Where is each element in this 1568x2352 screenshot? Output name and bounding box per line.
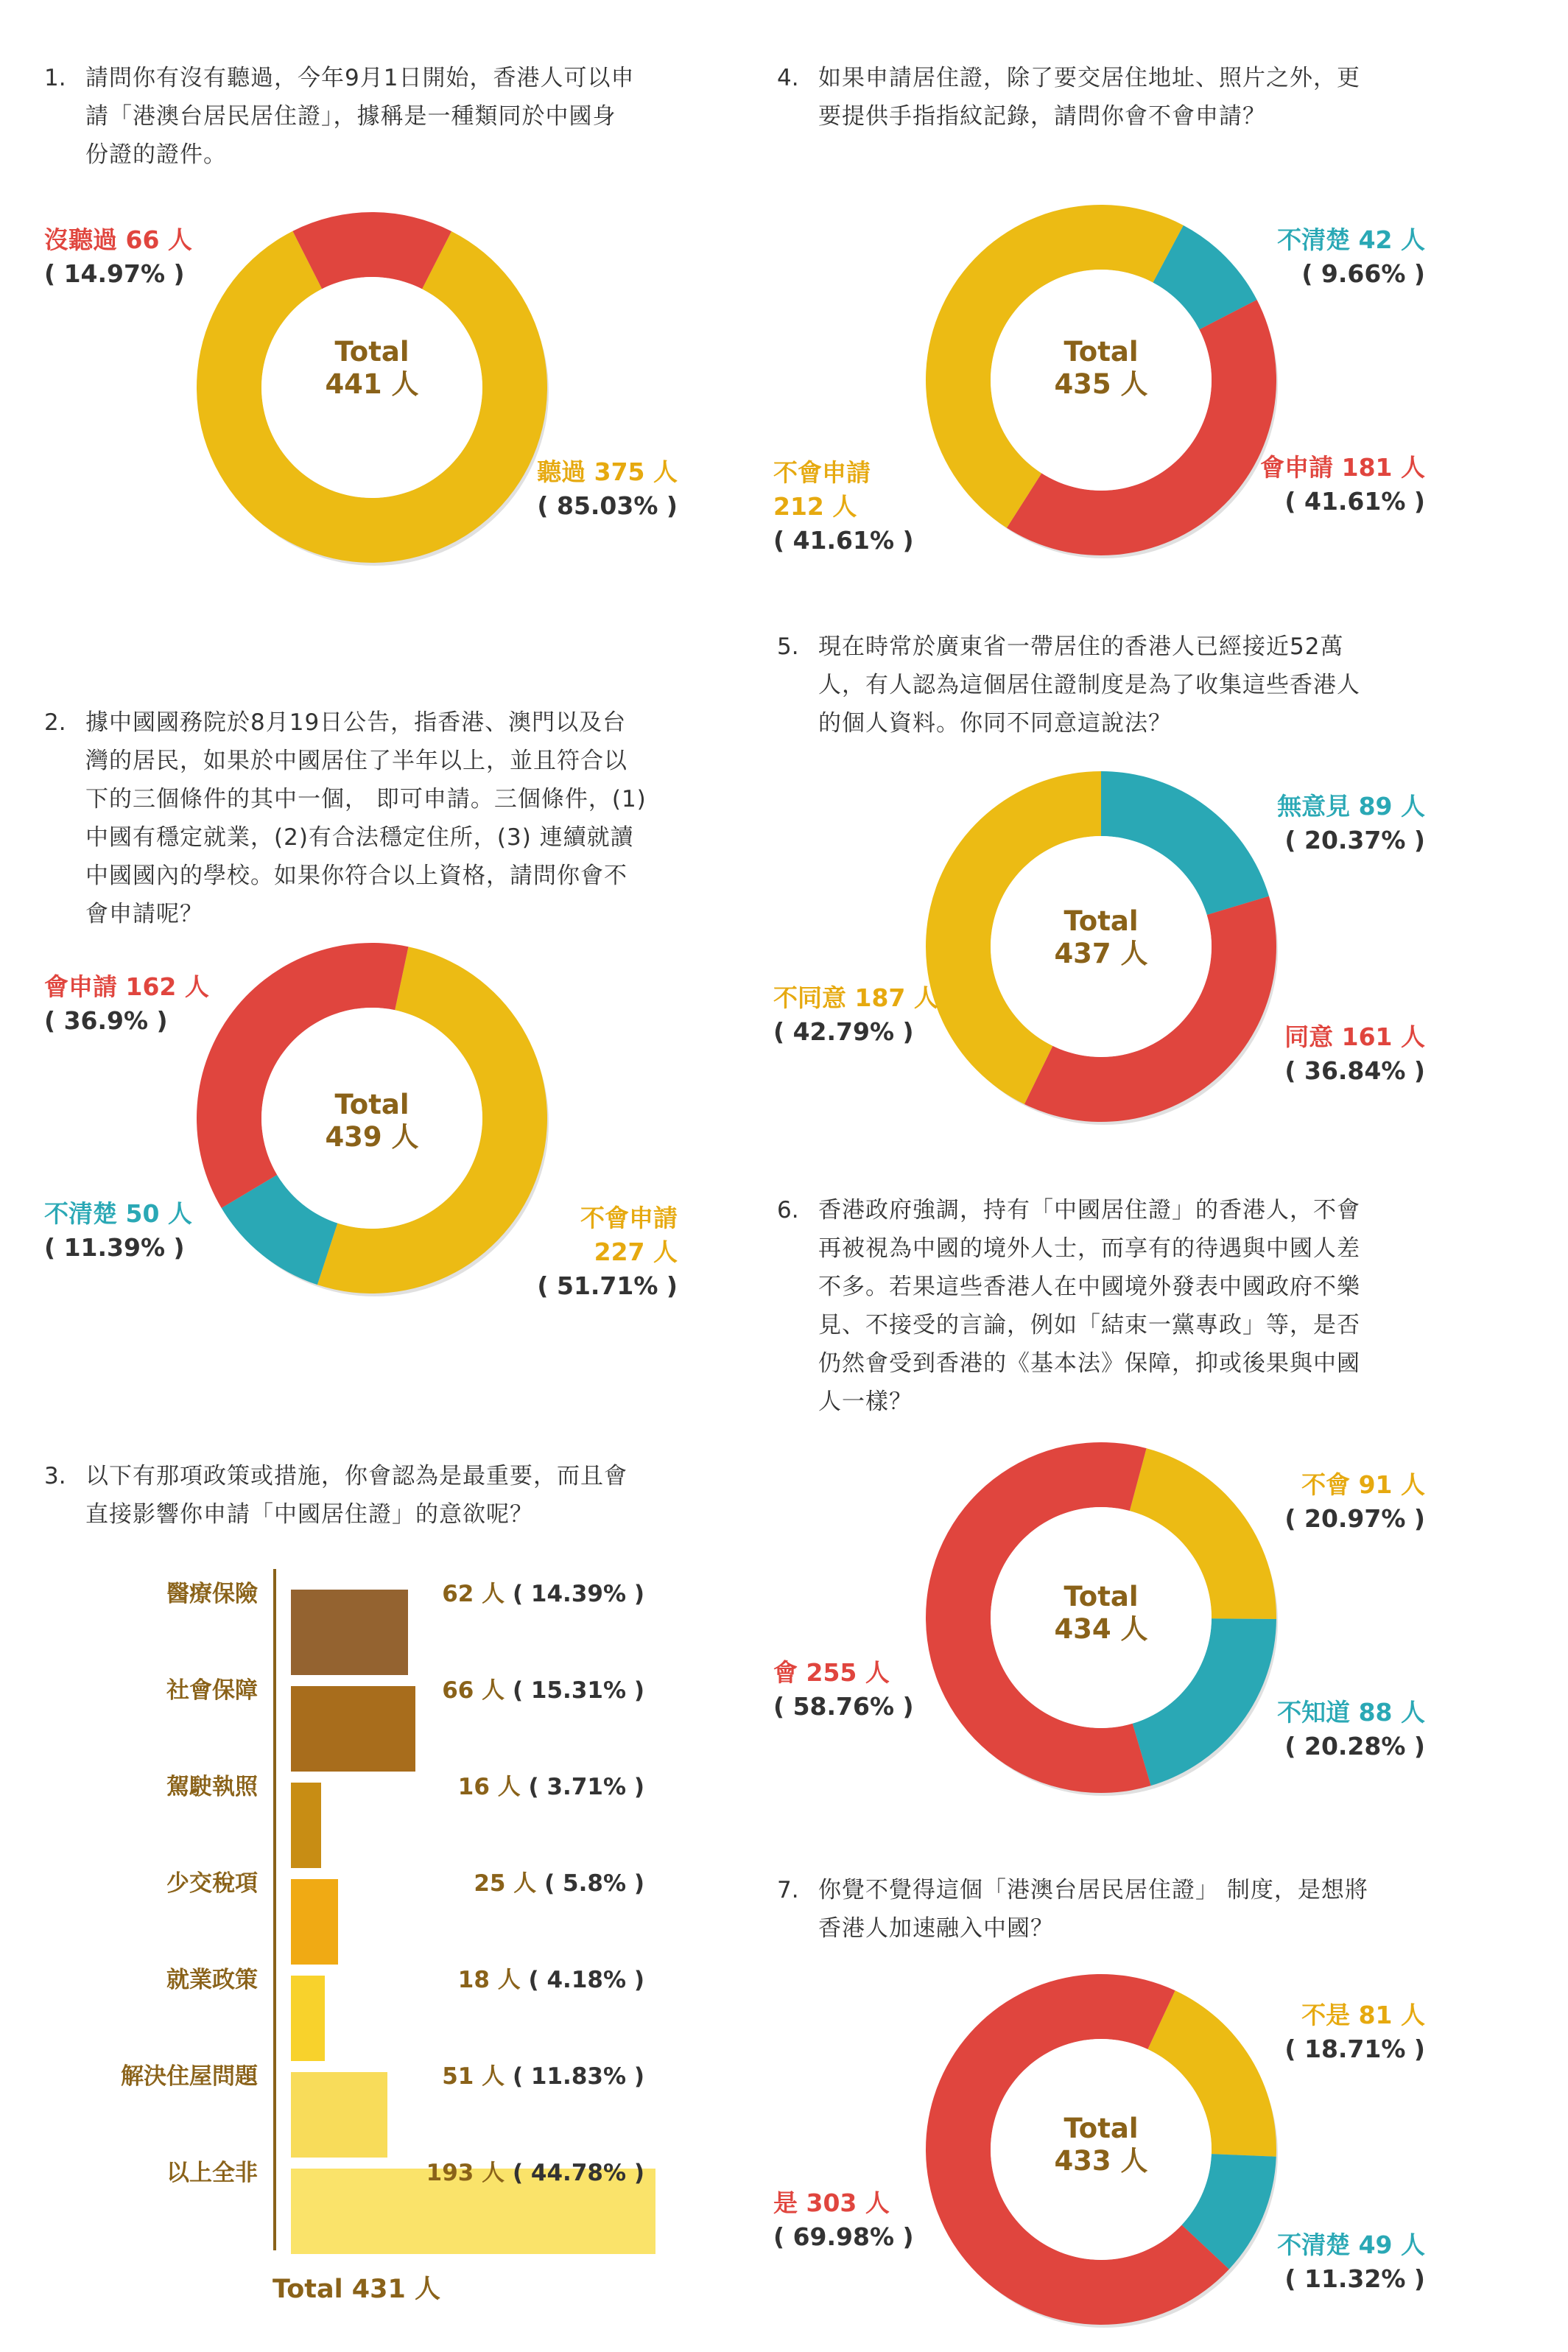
total-label: Total (1064, 336, 1139, 368)
total-value: 435 人 (1054, 368, 1148, 400)
bar-value-label (284, 2154, 644, 2187)
total-label: Total (1064, 905, 1139, 937)
question-text: 現在時常於廣東省一帶居住的香港人已經接近52萬 人，有人認為這個居住證制度是為了收集這些香港人 的個人資料。你同不同意這說法？ (818, 633, 1360, 737)
bar-value-count: 51 人 (442, 2063, 513, 2090)
question-number: 5. (777, 633, 799, 660)
donut-center-label (188, 1089, 556, 1154)
bar-category-label: 社會保障 (166, 1677, 258, 1704)
slice-label-text: 會 255 人 (773, 1658, 890, 1687)
question-number: 2. (44, 709, 66, 736)
total-value: 437 人 (1054, 938, 1148, 969)
slice-percent: ( 11.39% ) (44, 1233, 185, 1262)
bar-value-label (284, 2057, 644, 2091)
bar-value-percent: ( 14.39% ) (512, 1581, 644, 1607)
question-6 (777, 1191, 1440, 1427)
bar-category-label: 醫療保險 (166, 1581, 258, 1607)
question-3 (44, 1457, 707, 1538)
slice-percent: ( 58.76% ) (773, 1692, 914, 1721)
slice-label-text: 不清楚 50 人 (44, 1199, 192, 1228)
donut-center-label (917, 905, 1285, 970)
bar-value-label (284, 1768, 644, 1801)
slice-percent: ( 20.97% ) (1284, 1504, 1425, 1533)
donut-chart-q1 (188, 203, 556, 572)
slice-label-q2-will-apply (44, 970, 209, 1038)
slice-label-text: 會申請 181 人 (1260, 453, 1425, 482)
slice-label-q1-not-heard (44, 223, 192, 291)
question-number: 4. (777, 65, 799, 91)
slice-percent: ( 11.32% ) (1284, 2264, 1425, 2293)
slice-label-text: 同意 161 人 (1284, 1022, 1425, 1051)
question-text: 如果申請居住證，除了要交居住地址、照片之外，更 要提供手指指紋記錄，請問你會不會申請？ (818, 65, 1360, 130)
question-7 (777, 1871, 1440, 1952)
bar-category-label: 少交稅項 (166, 1870, 258, 1897)
slice-label-q7-no (1219, 1998, 1425, 2066)
total-value: 439 人 (325, 1121, 419, 1153)
slice-label-text: 會申請 162 人 (44, 972, 209, 1001)
slice-label-q2-unsure (44, 1197, 192, 1265)
bar-value-count: 18 人 (457, 1967, 529, 1993)
slice-label-text: 無意見 89 人 (1277, 792, 1425, 821)
slice-label-text: 不知道 88 人 (1277, 1698, 1425, 1727)
bar-value-percent: ( 15.31% ) (512, 1677, 644, 1704)
question-text: 香港政府強調，持有「中國居住證」的香港人，不會 再被視為中國的境外人士，而享有的待遇與中國人差 不多。若果這些香港人在中國境外發表中國政府不樂 見、不接受的言論，例如「結束一黨專政」等，是否 仍然會受到香港的《基本法》保障，抑或後果與中國 人一樣？ (818, 1197, 1360, 1415)
bar-category-label: 解決住屋問題 (121, 2063, 258, 2090)
slice-label-text: 不同意 187 人 (773, 983, 938, 1012)
slice-label-text: 不會申請 227 人 (580, 1204, 678, 1266)
total-value: 441 人 (325, 368, 419, 400)
slice-label-q6-dont-know (1219, 1696, 1425, 1763)
donut-center-label (917, 1581, 1285, 1646)
total-label: Total (334, 1089, 409, 1120)
slice-percent: ( 85.03% ) (537, 491, 678, 520)
bar-chart-total: Total 431 人 (273, 2275, 441, 2304)
bar-value-count: 193 人 (426, 2160, 513, 2186)
slice-label-q7-unsure (1219, 2228, 1425, 2296)
bar-category-label: 駕駛執照 (166, 1774, 258, 1800)
question-2 (44, 703, 707, 939)
slice-label-text: 沒聽過 66 人 (44, 225, 192, 254)
question-1 (44, 59, 707, 177)
bar-value-percent: ( 5.8% ) (544, 1870, 644, 1897)
slice-label-text: 不會 91 人 (1301, 1470, 1425, 1499)
bar-value-label (284, 1864, 644, 1898)
question-text: 請問你有沒有聽過，今年9月1日開始，香港人可以申 請「港澳台居民居住證」，據稱是一種類同於中國身 份證的證件。 (85, 65, 635, 168)
slice-label-q4-will-not-apply (773, 422, 914, 591)
bar-value-percent: ( 44.78% ) (512, 2160, 644, 2186)
slice-label-text: 是 303 人 (773, 2188, 890, 2217)
slice-label-q4-will-apply (1219, 451, 1425, 519)
bar-value-label (284, 1575, 644, 1608)
slice-label-text: 不是 81 人 (1301, 2001, 1425, 2029)
slice-label-q1-heard (516, 455, 678, 523)
slice-percent: ( 36.84% ) (1284, 1056, 1425, 1085)
slice-label-text: 不清楚 42 人 (1277, 225, 1425, 254)
question-text: 你覺不覺得這個「港澳台居民居住證」 制度，是想將 香港人加速融入中國？ (818, 1877, 1368, 1942)
slice-percent: ( 42.79% ) (773, 1017, 914, 1046)
total-label: Total (1064, 1581, 1139, 1612)
slice-label-text: 不清楚 49 人 (1277, 2230, 1425, 2259)
question-number: 6. (777, 1197, 799, 1224)
question-4 (777, 59, 1440, 140)
question-number: 7. (777, 1877, 799, 1903)
donut-center-label (917, 336, 1285, 401)
slice-label-q6-yes (773, 1656, 914, 1724)
donut-chart-q2 (188, 934, 556, 1302)
bar-value-count: 62 人 (442, 1581, 513, 1607)
bar-value-percent: ( 3.71% ) (528, 1774, 644, 1800)
slice-label-q5-no-opinion (1219, 790, 1425, 857)
bar-value-label (284, 1671, 644, 1705)
bar-category-label: 就業政策 (166, 1967, 258, 1993)
slice-label-text: 不會申請 212 人 (773, 458, 871, 521)
donut-center-label (917, 2113, 1285, 2177)
question-text: 以下有那項政策或措施，你會認為是最重要，而且會 直接影響你申請「中國居住證」的意欲呢？ (85, 1463, 627, 1528)
bar-category-label: 以上全非 (166, 2160, 258, 2186)
slice-label-q4-unsure (1219, 223, 1425, 291)
bar-value-label (284, 1961, 644, 1994)
bar-value-count: 25 人 (474, 1870, 545, 1897)
question-text: 據中國國務院於8月19日公告，指香港、澳門以及台 灣的居民，如果於中國居住了半年以上，並且符合以 下的三個條件的其中一個， 即可申請。三個條件，(1) 中國有穩定就業，(2)有合法穩定住所，(3) 連續就讀 中國國內的學校。如果你符合以上資格，請問你會不 會申請呢？ (85, 709, 647, 927)
question-number: 3. (44, 1463, 66, 1489)
slice-label-text: 聽過 375 人 (537, 457, 678, 486)
slice-percent: ( 20.37% ) (1284, 826, 1425, 854)
slice-label-q5-disagree (773, 981, 938, 1049)
total-value: 433 人 (1054, 2145, 1148, 2177)
slice-percent: ( 20.28% ) (1284, 1732, 1425, 1761)
bar-value-percent: ( 11.83% ) (512, 2063, 644, 2090)
bar-chart-axis (273, 1569, 276, 2250)
slice-label-q6-no (1219, 1468, 1425, 1536)
total-label: Total (334, 336, 409, 368)
slice-percent: ( 69.98% ) (773, 2222, 914, 2251)
total-value: 434 人 (1054, 1613, 1148, 1645)
slice-percent: ( 14.97% ) (44, 259, 185, 288)
slice-percent: ( 51.71% ) (537, 1271, 678, 1300)
question-5 (777, 628, 1440, 745)
bar-value-percent: ( 4.18% ) (528, 1967, 644, 1993)
slice-percent: ( 41.61% ) (773, 526, 914, 555)
bar-value-count: 16 人 (457, 1774, 529, 1800)
total-label: Total (1064, 2113, 1139, 2144)
slice-percent: ( 36.9% ) (44, 1006, 168, 1035)
donut-center-label (188, 336, 556, 401)
slice-label-q7-yes (773, 2186, 914, 2254)
slice-label-q2-will-not-apply (530, 1168, 678, 1337)
question-number: 1. (44, 65, 66, 91)
slice-label-q5-agree (1219, 1020, 1425, 1088)
slice-percent: ( 9.66% ) (1301, 259, 1425, 288)
bar-value-count: 66 人 (442, 1677, 513, 1704)
slice-percent: ( 41.61% ) (1284, 487, 1425, 516)
slice-percent: ( 18.71% ) (1284, 2035, 1425, 2063)
